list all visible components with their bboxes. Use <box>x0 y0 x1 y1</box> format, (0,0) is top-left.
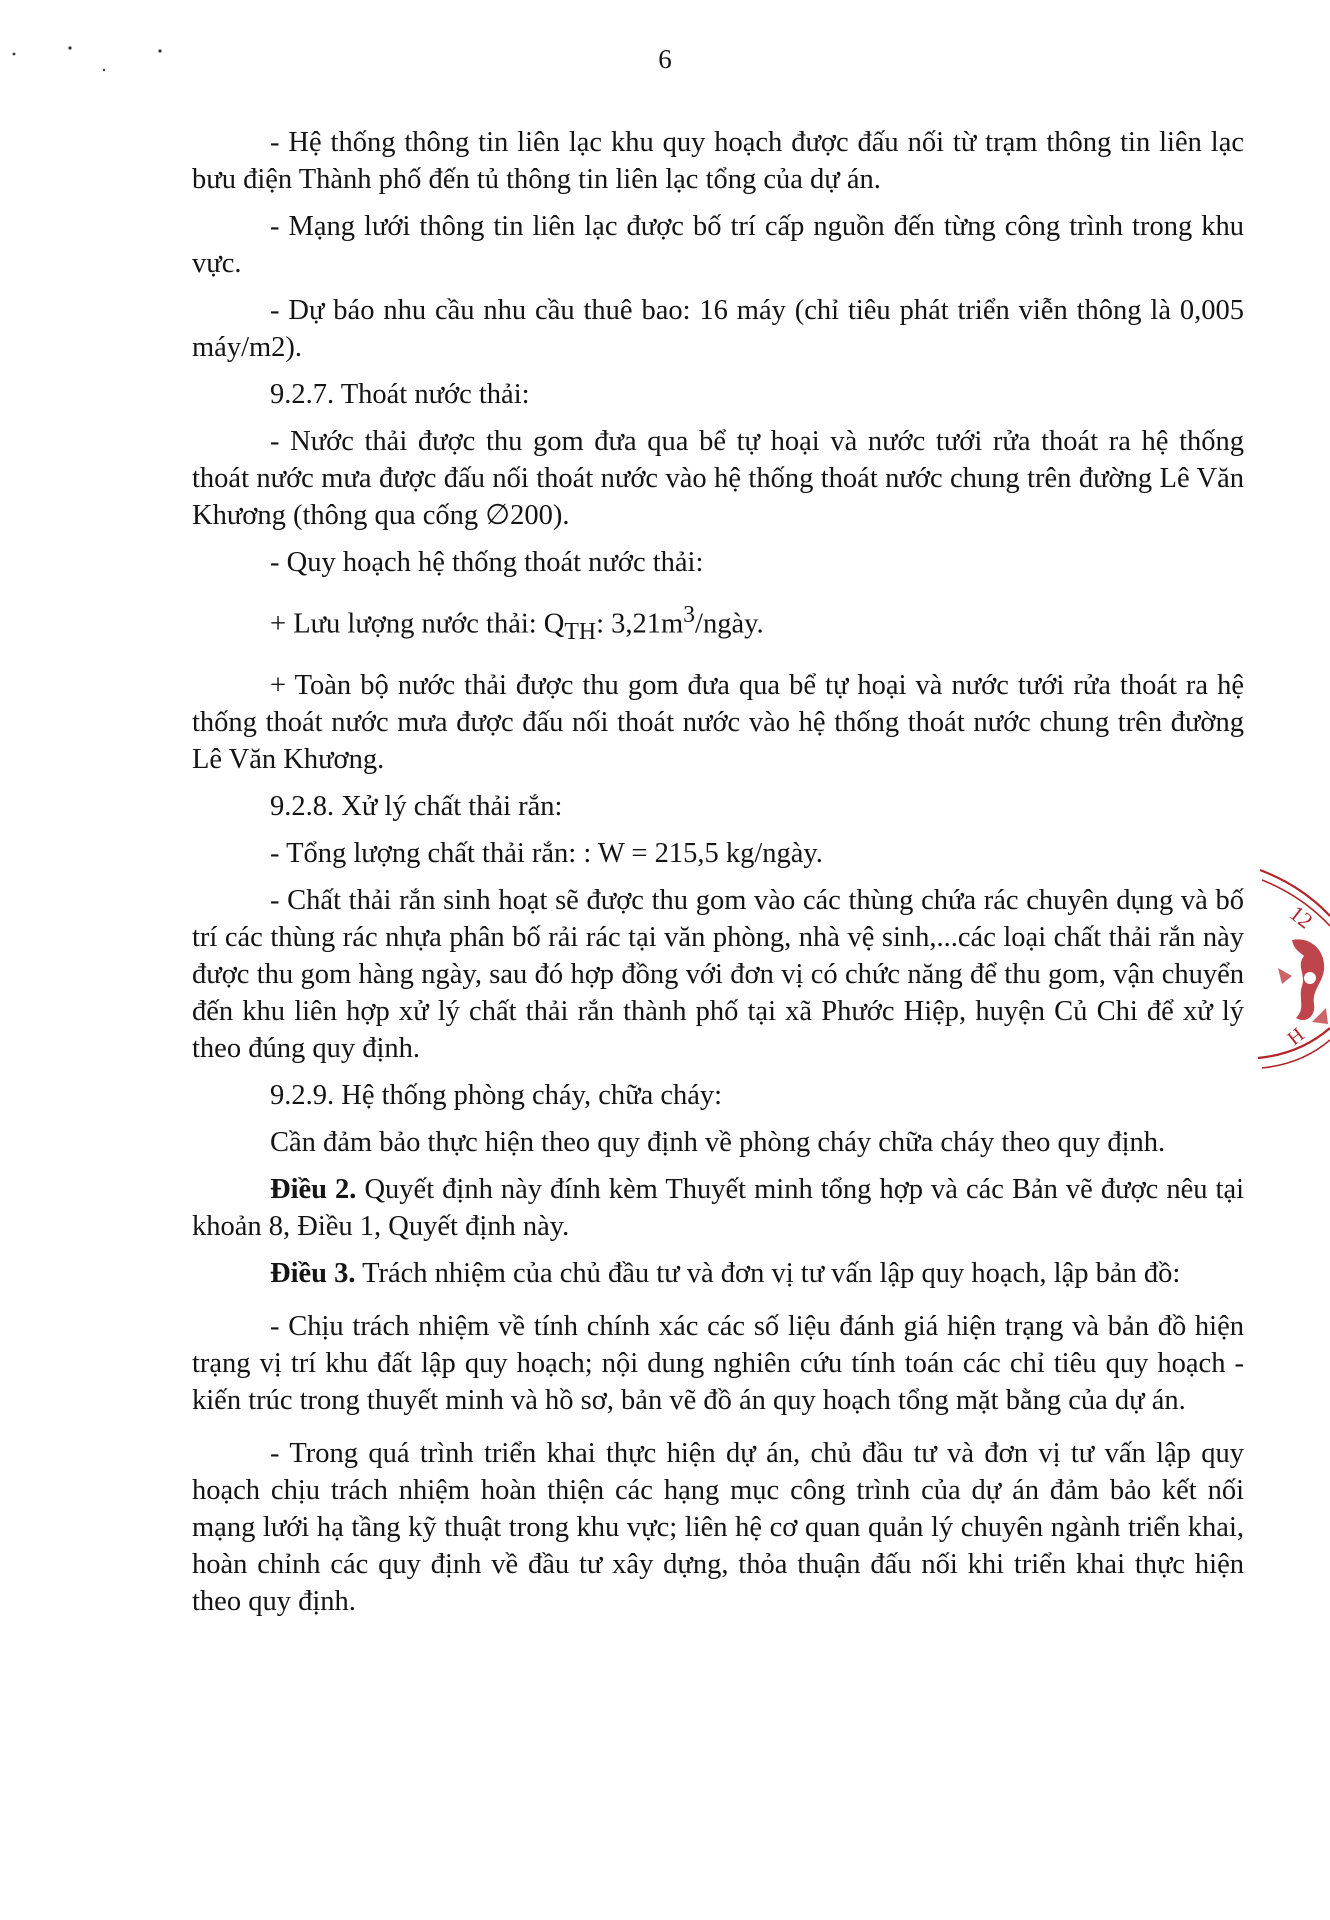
paragraph-article-2 <box>192 1171 1244 1245</box>
paragraph-wastewater-all: + Toàn bộ nước thải được thu gom đưa qua bể tự hoại và nước tưới rửa thoát ra hệ thống thoát nước mưa được đấu nối thoát nước vào hệ thống thoát nước chung trên đường Lê Văn Khương. <box>192 670 1244 776</box>
stamp-text-12: 12 <box>1284 900 1318 934</box>
paragraph-solid-waste-collection: - Chất thải rắn sinh hoạt sẽ được thu gom vào các thùng chứa rác chuyên dụng và bố trí các thùng rác nhựa phân bố rải rác tại văn phòng, nhà vệ sinh,...các loại chất thải rắn này được thu gom hàng ngày, sau đó hợp đồng với đơn vị có chức năng để thu gom, vận chuyển đến khu liên hợp xử lý chất thải rắn thành phố tại xã Phước Hiệp, huyện Củ Chi để xử lý theo đúng quy định. <box>192 885 1244 1065</box>
paragraph-responsibility-implementation: - Trong quá trình triển khai thực hiện dự án, chủ đầu tư và đơn vị tư vấn lập quy hoạch chịu trách nhiệm hoàn thiện các hạng mục công trình của dự án đảm bảo kết nối mạng lưới hạ tầng kỹ thuật trong khu vực; liên hệ cơ quan quản lý chuyên ngành triển khai, hoàn chỉnh các quy định về đầu tư xây dựng, thỏa thuận đấu nối khi triển khai thực hiện theo quy định. <box>192 1438 1244 1618</box>
page-number: 6 <box>658 44 672 74</box>
flow-prefix: + Lưu lượng nước thải: Q <box>270 608 565 640</box>
flow-superscript: 3 <box>683 602 696 628</box>
paragraph-wastewater-collection: - Nước thải được thu gom đưa qua bể tự hoại và nước tưới rửa thoát ra hệ thống thoát nước mưa được đấu nối thoát nước vào hệ thống thoát nước chung trên đường Lê Văn Khương (thông qua cống ∅200). <box>192 426 1244 531</box>
article-3-text: Trách nhiệm của chủ đầu tư và đơn vị tư vấn lập quy hoạch, lập bản đồ: <box>355 1258 1181 1290</box>
article-2-label: Điều 2. <box>270 1174 357 1206</box>
heading-9-2-7: 9.2.7. Thoát nước thải: <box>270 379 530 410</box>
paragraph-telecom-network: - Mạng lưới thông tin liên lạc được bố trí cấp nguồn đến từng công trình trong khu vực. <box>192 211 1244 279</box>
heading-9-2-8: 9.2.8. Xử lý chất thải rắn: <box>270 791 563 823</box>
flow-suffix: /ngày. <box>695 608 764 640</box>
flow-subscript: TH <box>564 619 597 646</box>
paragraph-wastewater-planning: - Quy hoạch hệ thống thoát nước thải: <box>270 547 704 578</box>
paragraph-telecom-connection: - Hệ thống thông tin liên lạc khu quy hoạch được đấu nối từ trạm thông tin liên lạc bưu điện Thành phố đến tủ thông tin liên lạc tổng của dự án. <box>192 127 1244 195</box>
heading-9-2-9: 9.2.9. Hệ thống phòng cháy, chữa cháy: <box>270 1080 723 1112</box>
document-body <box>192 124 1244 1630</box>
article-3-label: Điều 3. <box>270 1258 356 1290</box>
red-seal-stamp <box>1252 858 1330 1098</box>
paragraph-fire-safety: Cần đảm bảo thực hiện theo quy định về phòng cháy chữa cháy theo quy định. <box>270 1127 1166 1159</box>
article-2-text: Quyết định này đính kèm Thuyết minh tổng hợp và các Bản vẽ được nêu tại khoản 8, Điều 1, Quyết định này. <box>192 1174 1245 1243</box>
paragraph-solid-waste-total: - Tổng lượng chất thải rắn: : W = 215,5 kg/ngày. <box>270 838 823 870</box>
paragraph-subscriber-forecast: - Dự báo nhu cầu nhu cầu thuê bao: 16 máy (chỉ tiêu phát triển viễn thông là 0,005 máy/m2). <box>192 295 1244 363</box>
stamp-text-h: H <box>1283 1023 1309 1050</box>
paragraph-responsibility-accuracy: - Chịu trách nhiệm về tính chính xác các số liệu đánh giá hiện trạng và bản đồ hiện trạng vị trí khu đất lập quy hoạch; nội dung nghiên cứu tính toán các chỉ tiêu quy hoạch - kiến trúc trong thuyết minh và hồ sơ, bản vẽ đồ án quy hoạch tổng mặt bằng của dự án. <box>192 1311 1244 1417</box>
paragraph-article-3 <box>192 1255 1244 1292</box>
flow-value: : 3,21m <box>596 608 684 640</box>
paragraph-wastewater-flow <box>192 597 1244 651</box>
